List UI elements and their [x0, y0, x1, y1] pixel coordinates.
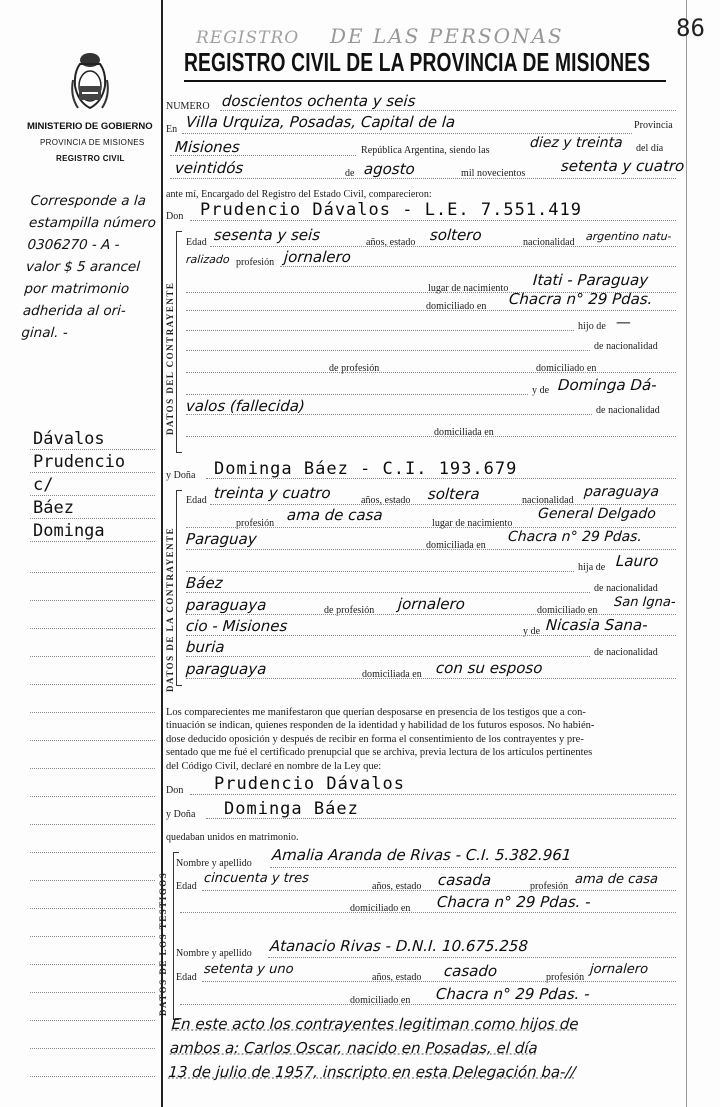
margin-line	[30, 541, 155, 542]
declaration-paragraph	[166, 706, 676, 773]
margin-line	[30, 684, 155, 685]
c-nac-label: nacionalidad	[523, 237, 575, 248]
f-padre-dom2: cio - Misiones	[185, 617, 289, 635]
dona-value: Dominga Báez - C.I. 193.679	[214, 459, 518, 479]
c-prof-line	[280, 266, 676, 267]
f-padre-prof: jornalero	[397, 595, 466, 613]
f-domic-line	[186, 549, 676, 550]
c-domic-value: Chacra n° 29 Pdas.	[508, 290, 654, 308]
f-madre-dom-line	[186, 678, 676, 679]
en-line	[182, 133, 632, 134]
de-label: de	[345, 168, 355, 179]
c-nac2-line	[186, 350, 590, 351]
declaration-line: dose deducido oposición y después de recibir en forma el consentimiento de los contrayentes y pre-	[166, 733, 584, 745]
don-value: Prudencio Dávalos - L.E. 7.551.419	[200, 200, 582, 220]
f-ydela-label: y de	[523, 626, 541, 637]
c-domiciliada-line	[186, 436, 676, 437]
f-nac-value: paraguaya	[583, 484, 660, 500]
decl-don-label: Don	[166, 785, 184, 796]
c-nac-value: argentino natu-	[585, 230, 672, 243]
margin-line	[30, 740, 155, 741]
margin-line	[30, 1020, 155, 1021]
margin-line	[30, 495, 155, 496]
margin-line	[30, 852, 155, 853]
margin-line	[30, 449, 155, 450]
t1-domic-value: Chacra n° 29 Pdas. -	[436, 893, 592, 911]
margin-names: Dávalos Prudencio c/ Báez Dominga	[33, 429, 126, 541]
c-madre-value2: valos (fallecida)	[185, 397, 306, 415]
margin-line	[30, 712, 155, 713]
fecha-line	[170, 178, 676, 179]
margin-line	[30, 518, 155, 519]
f-domic-value: Chacra n° 29 Pdas.	[507, 529, 643, 545]
t2-prof-label: profesión	[546, 972, 585, 983]
f-padre-line	[186, 614, 676, 615]
c-nac-value2: ralizado	[185, 253, 231, 266]
c-nac3-label: de nacionalidad	[596, 405, 660, 416]
t1-domic-label: domiciliado en	[350, 903, 411, 914]
declaration-line: del Código Civil, declaré en nombre de la Ley que:	[166, 760, 382, 772]
f-madre-value: Nicasia Sana-	[545, 616, 649, 634]
ydona-label: y Doña	[166, 470, 196, 481]
f-estado-value: soltera	[427, 485, 481, 503]
del-dia-label: del día	[636, 143, 664, 154]
f-nac2-line	[186, 592, 590, 593]
en-label: En	[166, 124, 178, 135]
f-madre-dom: con su esposo	[435, 659, 544, 677]
margin-line	[30, 768, 155, 769]
t1-nombre-line	[270, 867, 676, 868]
mes-value: agosto	[363, 160, 416, 178]
mil-label: mil novecientos	[461, 168, 526, 179]
f-lugar-label: lugar de nacimiento	[432, 518, 513, 529]
hora-value: diez y treinta	[529, 135, 624, 151]
don-line	[190, 220, 676, 221]
testigos-brace	[173, 852, 179, 1020]
margin-line	[30, 880, 155, 881]
c-lugar-label: lugar de nacimiento	[428, 283, 509, 294]
numero-value: doscientos ochenta y seis	[221, 92, 417, 110]
margin-line	[30, 1076, 155, 1077]
f-domic3-label: domiciliada en	[362, 669, 422, 680]
margin-line	[30, 1048, 155, 1049]
f-madre-value2: buria	[185, 638, 226, 656]
contrayenta-brace	[176, 490, 182, 686]
decl-dona-line	[206, 818, 676, 819]
f-lugar-value2: Paraguay	[185, 530, 258, 548]
f-domic-label: domiciliada en	[426, 540, 486, 551]
c-prof2-label: de profesión	[329, 363, 380, 374]
t2-edad-line	[202, 981, 676, 982]
f-prof-padre-label: de profesión	[324, 605, 375, 616]
f-nac3-line	[186, 656, 590, 657]
c-hijo-line	[186, 330, 574, 331]
t1-edad-label: Edad	[176, 881, 197, 892]
decl-dona-label: y Doña	[166, 809, 196, 820]
c-estado-label: años, estado	[366, 237, 416, 248]
decl-don-line	[190, 794, 676, 795]
f-prof-label: profesión	[236, 518, 275, 529]
dia-value: veintidós	[174, 159, 244, 177]
t2-nombre-label: Nombre y apellido	[176, 948, 252, 959]
f-padre-dom: San Igna-	[613, 595, 677, 610]
page-title: REGISTRO CIVIL DE LA PROVINCIA DE MISIONES	[184, 47, 651, 77]
f-domic2-label: domiciliado en	[537, 605, 598, 616]
c-nac3-line	[186, 414, 592, 415]
c-prof2-line	[186, 372, 676, 373]
c-domic-label: domiciliado en	[426, 301, 487, 312]
t2-nombre-value: Atanacio Rivas - D.N.I. 10.675.258	[269, 937, 529, 955]
margin-line	[30, 824, 155, 825]
c-lugar-value: Itati - Paraguay	[532, 271, 649, 289]
ministry-label: MINISTERIO DE GOBIERNO	[27, 121, 153, 132]
declaration-line: Los comparecientes me manifestaron que querían desposarse en presencia de los testigos que a con-	[166, 707, 586, 718]
dona-line	[206, 478, 676, 479]
c-domic-line	[186, 310, 676, 311]
t1-estado-label: años, estado	[372, 881, 422, 892]
f-hija-label: hija de	[578, 562, 606, 573]
c-prof-value: jornalero	[283, 248, 352, 266]
decl-don-value: Prudencio Dávalos	[214, 774, 405, 794]
c-domic2-label: domiciliado en	[536, 363, 597, 374]
t2-edad-label: Edad	[176, 972, 197, 983]
contrayente-side-label: DATOS DEL CONTRAYENTE	[165, 281, 175, 435]
f-nac-label: nacionalidad	[522, 495, 574, 506]
prov-line	[170, 155, 356, 156]
margin-line	[30, 796, 155, 797]
f-madre-nac: paraguaya	[185, 660, 268, 678]
f-prof-value: ama de casa	[286, 506, 384, 524]
c-madre-value: Dominga Dá-	[557, 376, 658, 394]
page-number: 86	[676, 14, 705, 42]
f-edad-value: treinta y cuatro	[213, 484, 332, 502]
f-prof-line	[186, 527, 676, 528]
decl-dona-value: Dominga Báez	[224, 799, 359, 819]
t1-edad-line	[202, 890, 676, 891]
f-hija-line	[186, 571, 574, 572]
margin-line	[30, 964, 155, 965]
coat-of-arms-icon	[68, 50, 112, 114]
c-edad-line	[210, 246, 676, 247]
f-edad-label: Edad	[186, 495, 207, 506]
margin-line	[30, 908, 155, 909]
prov-value: Misiones	[174, 138, 241, 156]
t2-prof-value: jornalero	[589, 962, 649, 977]
t1-prof-label: profesión	[530, 881, 569, 892]
t2-domic-label: domiciliado en	[350, 995, 411, 1006]
stamp-note: Corresponde a la estampilla número 0306270 - A - valor $ 5 arancel por matrimonio adherida al ori- ginal. -	[20, 193, 157, 341]
unidos-text: quedaban unidos en matrimonio.	[166, 832, 299, 843]
c-prof-label: profesión	[236, 257, 275, 268]
t2-estado-value: casado	[443, 962, 498, 980]
page-edge-rule	[686, 0, 687, 1107]
t2-edad-value: setenta y uno	[203, 962, 295, 977]
f-nac3-label: de nacionalidad	[594, 647, 658, 658]
f-edad-line	[210, 504, 676, 505]
t2-nombre-line	[268, 957, 676, 958]
f-padre-nac: paraguaya	[185, 596, 268, 614]
anio-value: setenta y cuatro	[560, 157, 685, 175]
f-padre-value2: Báez	[185, 574, 224, 592]
legitimation-note: En este acto los contrayentes legitiman como hijos de ambos a: Carlos Oscar, nacido en Posadas, el día 13 de julio de 1957, inscripto en esta Delegación ba-//	[167, 1015, 580, 1081]
t2-estado-label: años, estado	[372, 972, 422, 983]
stamp-text-personas: DE LAS PERSONAS	[330, 24, 564, 48]
contrayente-brace	[176, 231, 182, 453]
numero-label: NUMERO	[166, 101, 210, 112]
f-lugar-value: General Delgado	[537, 506, 657, 522]
margin-line	[30, 656, 155, 657]
margin-line	[30, 472, 155, 473]
title-underline	[184, 80, 666, 82]
province-label: PROVINCIA DE MISIONES	[40, 138, 145, 147]
c-ydela-label: y de	[532, 385, 550, 396]
f-padre-value: Lauro	[615, 552, 660, 570]
margin-line	[30, 936, 155, 937]
t1-domic-line	[180, 912, 676, 913]
c-madre-line	[186, 394, 528, 395]
t2-domic-value: Chacra n° 29 Pdas. -	[435, 985, 591, 1003]
margin-line	[30, 572, 155, 573]
declaration-line: sentado que me fué el certificado prenupcial que se archiva, previa lectura de los artículos pertinentes	[166, 747, 593, 759]
c-estado-value: soltero	[429, 226, 483, 244]
numero-line	[220, 110, 676, 111]
c-hijo-label: hijo de	[578, 321, 606, 332]
t1-nombre-label: Nombre y apellido	[176, 858, 252, 869]
t1-prof-value: ama de casa	[574, 872, 659, 887]
office-label: REGISTRO CIVIL	[56, 154, 125, 163]
ante-label: ante mí, Encargado del Registro del Estado Civil, comparecieron:	[166, 189, 432, 200]
don-label: Don	[166, 211, 184, 222]
en-value: Villa Urquiza, Posadas, Capital de la	[185, 113, 456, 131]
c-edad-label: Edad	[186, 237, 207, 248]
c-edad-value: sesenta y seis	[213, 226, 321, 244]
republica-label: República Argentina, siendo las	[361, 145, 490, 156]
margin-line	[30, 628, 155, 629]
t2-domic-line	[180, 1004, 676, 1005]
c-hijo-value: —	[615, 313, 632, 331]
c-nac2-label: de nacionalidad	[594, 341, 658, 352]
f-nac2-label: de nacionalidad	[594, 583, 658, 594]
c-domiciliada-label: domiciliada en	[434, 427, 494, 438]
declaration-line: tinuación se indican, quienes responden de la identidad y habilidad de los futuros esposos. No habién-	[166, 720, 595, 732]
testigos-side-label: DATOS DE LOS TESTIGOS	[158, 871, 168, 1016]
t1-edad-value: cincuenta y tres	[203, 871, 310, 886]
t1-nombre-value: Amalia Aranda de Rivas - C.I. 5.382.961	[271, 846, 573, 864]
f-madre-line	[186, 635, 676, 636]
f-estado-label: años, estado	[361, 495, 411, 506]
provincia-label: Provincia	[634, 120, 673, 131]
contrayenta-side-label: DATOS DE LA CONTRAYENTE	[165, 526, 175, 692]
stamp-text-registro: REGISTRO	[196, 28, 300, 48]
t1-estado-value: casada	[437, 871, 492, 889]
margin-line	[30, 600, 155, 601]
margin-line	[30, 992, 155, 993]
